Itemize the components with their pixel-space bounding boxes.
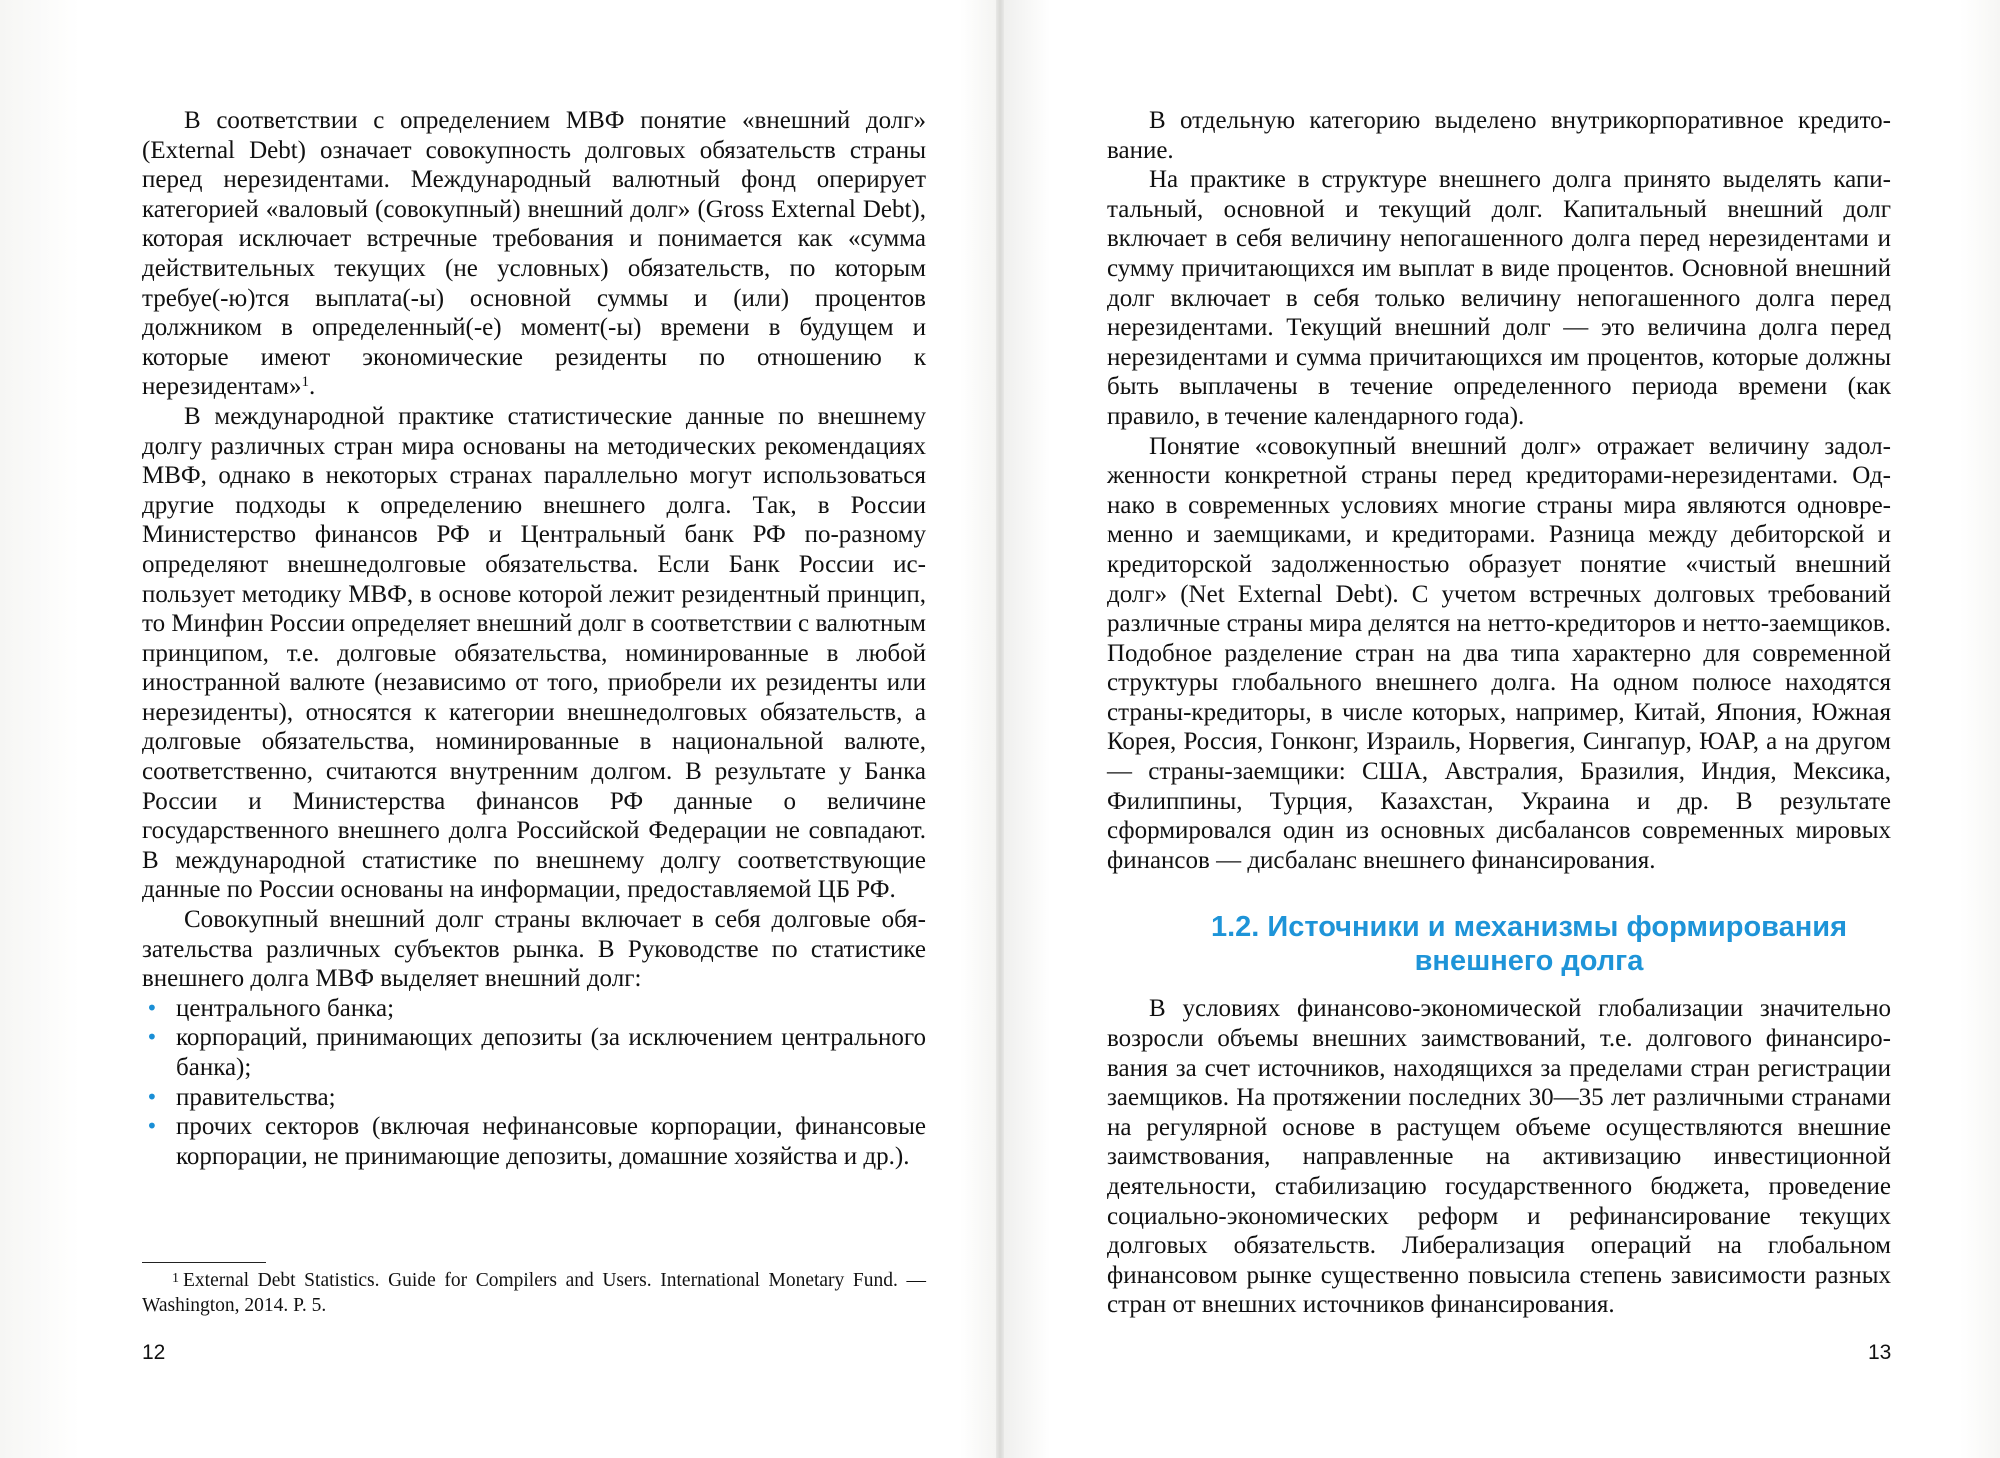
page-number-left: 12 [142,1341,166,1364]
right-page-body [1107,106,1891,1320]
bullet-icon: • [146,1084,158,1109]
footnote-text: External Debt Statistics. Guide for Compilers and Users. International Monetary Fund. — Washington, 2014. P. 5. [142,1270,926,1316]
footnote-number: 1 [172,1271,179,1286]
book-gutter [996,0,1004,1458]
section-heading-line-1: 1.2. Источники и механизмы формирования [1210,911,1848,944]
section-heading-line-2: внешнего долга [1414,945,1644,978]
bullet-list [142,994,926,1172]
footnote [142,1268,926,1318]
paragraph: В условиях финансово-экономической глобализации значительно возросли объемы внешних заимствований, т.е. долгового финансирования за счет источников, находящихся за пределами стран регистрации заемщиков. На протяжении последних 30—35 лет различными странами на регулярной основе в растущем объеме осуществляются внешние заимствования, направленные на активизацию инвестиционной деятельности, стабилизацию государственного бюджета, проведение социально-экономических реформ и рефинансирование текущих долговых обязательств. Либерализация операций на глобальном финансовом рынке существенно повысила степень зависимости разных стран от внешних источников финансирования. [1107,995,1891,1319]
paragraph: Совокупный внешний долг страны включает в себя долговые обязательства различных субъектов рынка. В Руководстве по статистике внешнего долга МВФ выделяет внешний долг: [142,906,926,993]
paragraph: На практике в структуре внешнего долга принято выделять капитальный, основной и текущий долг. Капитальный внешний долг включает в себя величину непогашенного долга перед нерезидентами и сумму причитающихся им выплат в виде процентов. Основной внешний долг включает в себя только величину непогашенного долга перед нерезидентами. Текущий внешний долг — это величина долга перед нерезидентами и сумма причитающихся им процентов, которые должны быть выплачены в течение определенного периода времени (как правило, в течение календарного года). [1107,166,1891,430]
list-item: • центрального банка; [146,994,395,1022]
list-item: • корпораций, принимающих депозиты (за исключением центрального банка); [146,1024,926,1081]
paragraph: В отдельную категорию выделено внутрикорпоративное кредитование. [1107,107,1891,164]
bullet-icon: • [146,995,158,1020]
bullet-icon: • [146,1114,158,1139]
left-page-body [142,106,926,1171]
paragraph: В соответствии с определением МВФ понятие «внешний долг» (External Debt) означает совокупность долговых обязательств страны перед нерезидентами. Международный валютный фонд оперирует категорией «валовый (совокупный) внешний долг» (Gross External Debt), которая исключает встречные требования и понимается как «сумма действительных текущих (не условных) обязательств, по которым требуе(-ю)тся выплата(-ы) основной суммы и (или) процентов должником в определенный(-е) момент(-ы) времени в будущем и которые имеют экономические резиденты по отношению к нерезидентам»$^1$. [142,107,926,401]
bullet-icon: • [146,1025,158,1050]
footnote-reference: 1 [301,374,309,391]
paragraph: Понятие «совокупный внешний долг» отражает величину задолженности конкретной страны перед кредиторами-нерезидентами. Однако в современных условиях многие страны мира являются одновременно и заемщиками, и кредиторами. Разница между дебиторской и кредиторской задолженностью образует понятие «чистый внешний долг» (Net External Debt). С учетом встречных долговых требований различные страны мира делятся на нетто-кредиторов и нетто-заемщиков. Подобное разделение стран на два типа характерно для современной структуры глобального внешнего долга. На одном полюсе находятся страны-кредиторы, в числе которых, например, Китай, Япония, Южная Корея, Россия, Гонконг, Израиль, Норвегия, Сингапур, ЮАР, а на другом — страны-заемщики: США, Австралия, Бразилия, Индия, Мексика, Филиппины, Турция, Казахстан, Украина и др. В результате сформировался один из основных дисбалансов современных мировых финансов — дисбаланс внешнего финансирования. [1107,432,1891,874]
section-heading [1107,910,1891,978]
list-item: • правительства; [146,1083,336,1111]
right-page [1000,0,2000,1458]
paragraph: В международной практике статистические данные по внешнему долгу различных стран мира основаны на методических рекомендациях МВФ, однако в некоторых странах параллельно могут использоваться другие подходы к определению внешнего долга. Так, в России Министерство финансов РФ и Центральный банк РФ по-разному определяют внешнедолговые обязательства. Если Банк России использует методику МВФ, в основе которой лежит резидентный принцип, то Минфин России определяет внешний долг в соответствии с валютным принципом, т.е. долговые обязательства, номинированные в любой иностранной валюте (независимо от того, приобрели их резиденты или нерезиденты), относятся к категории внешнедолговых обязательств, а долговые обязательства, номинированные в национальной валюте, соответственно, считаются внутренним долгом. В результате у Банка России и Министерства финансов РФ данные о величине государственного внешнего долга Российской Федерации не совпадают. В международной статистике по внешнему долгу соответствующие данные по России основаны на информации, предоставляемой ЦБ РФ. [142,402,926,904]
page-number-right: 13 [1868,1341,1892,1364]
footnote-divider [142,1262,266,1263]
list-item: • прочих секторов (включая нефинансовые корпорации, финансовые корпорации, не принимающие депозиты, домашние хозяйства и др.). [146,1113,926,1170]
